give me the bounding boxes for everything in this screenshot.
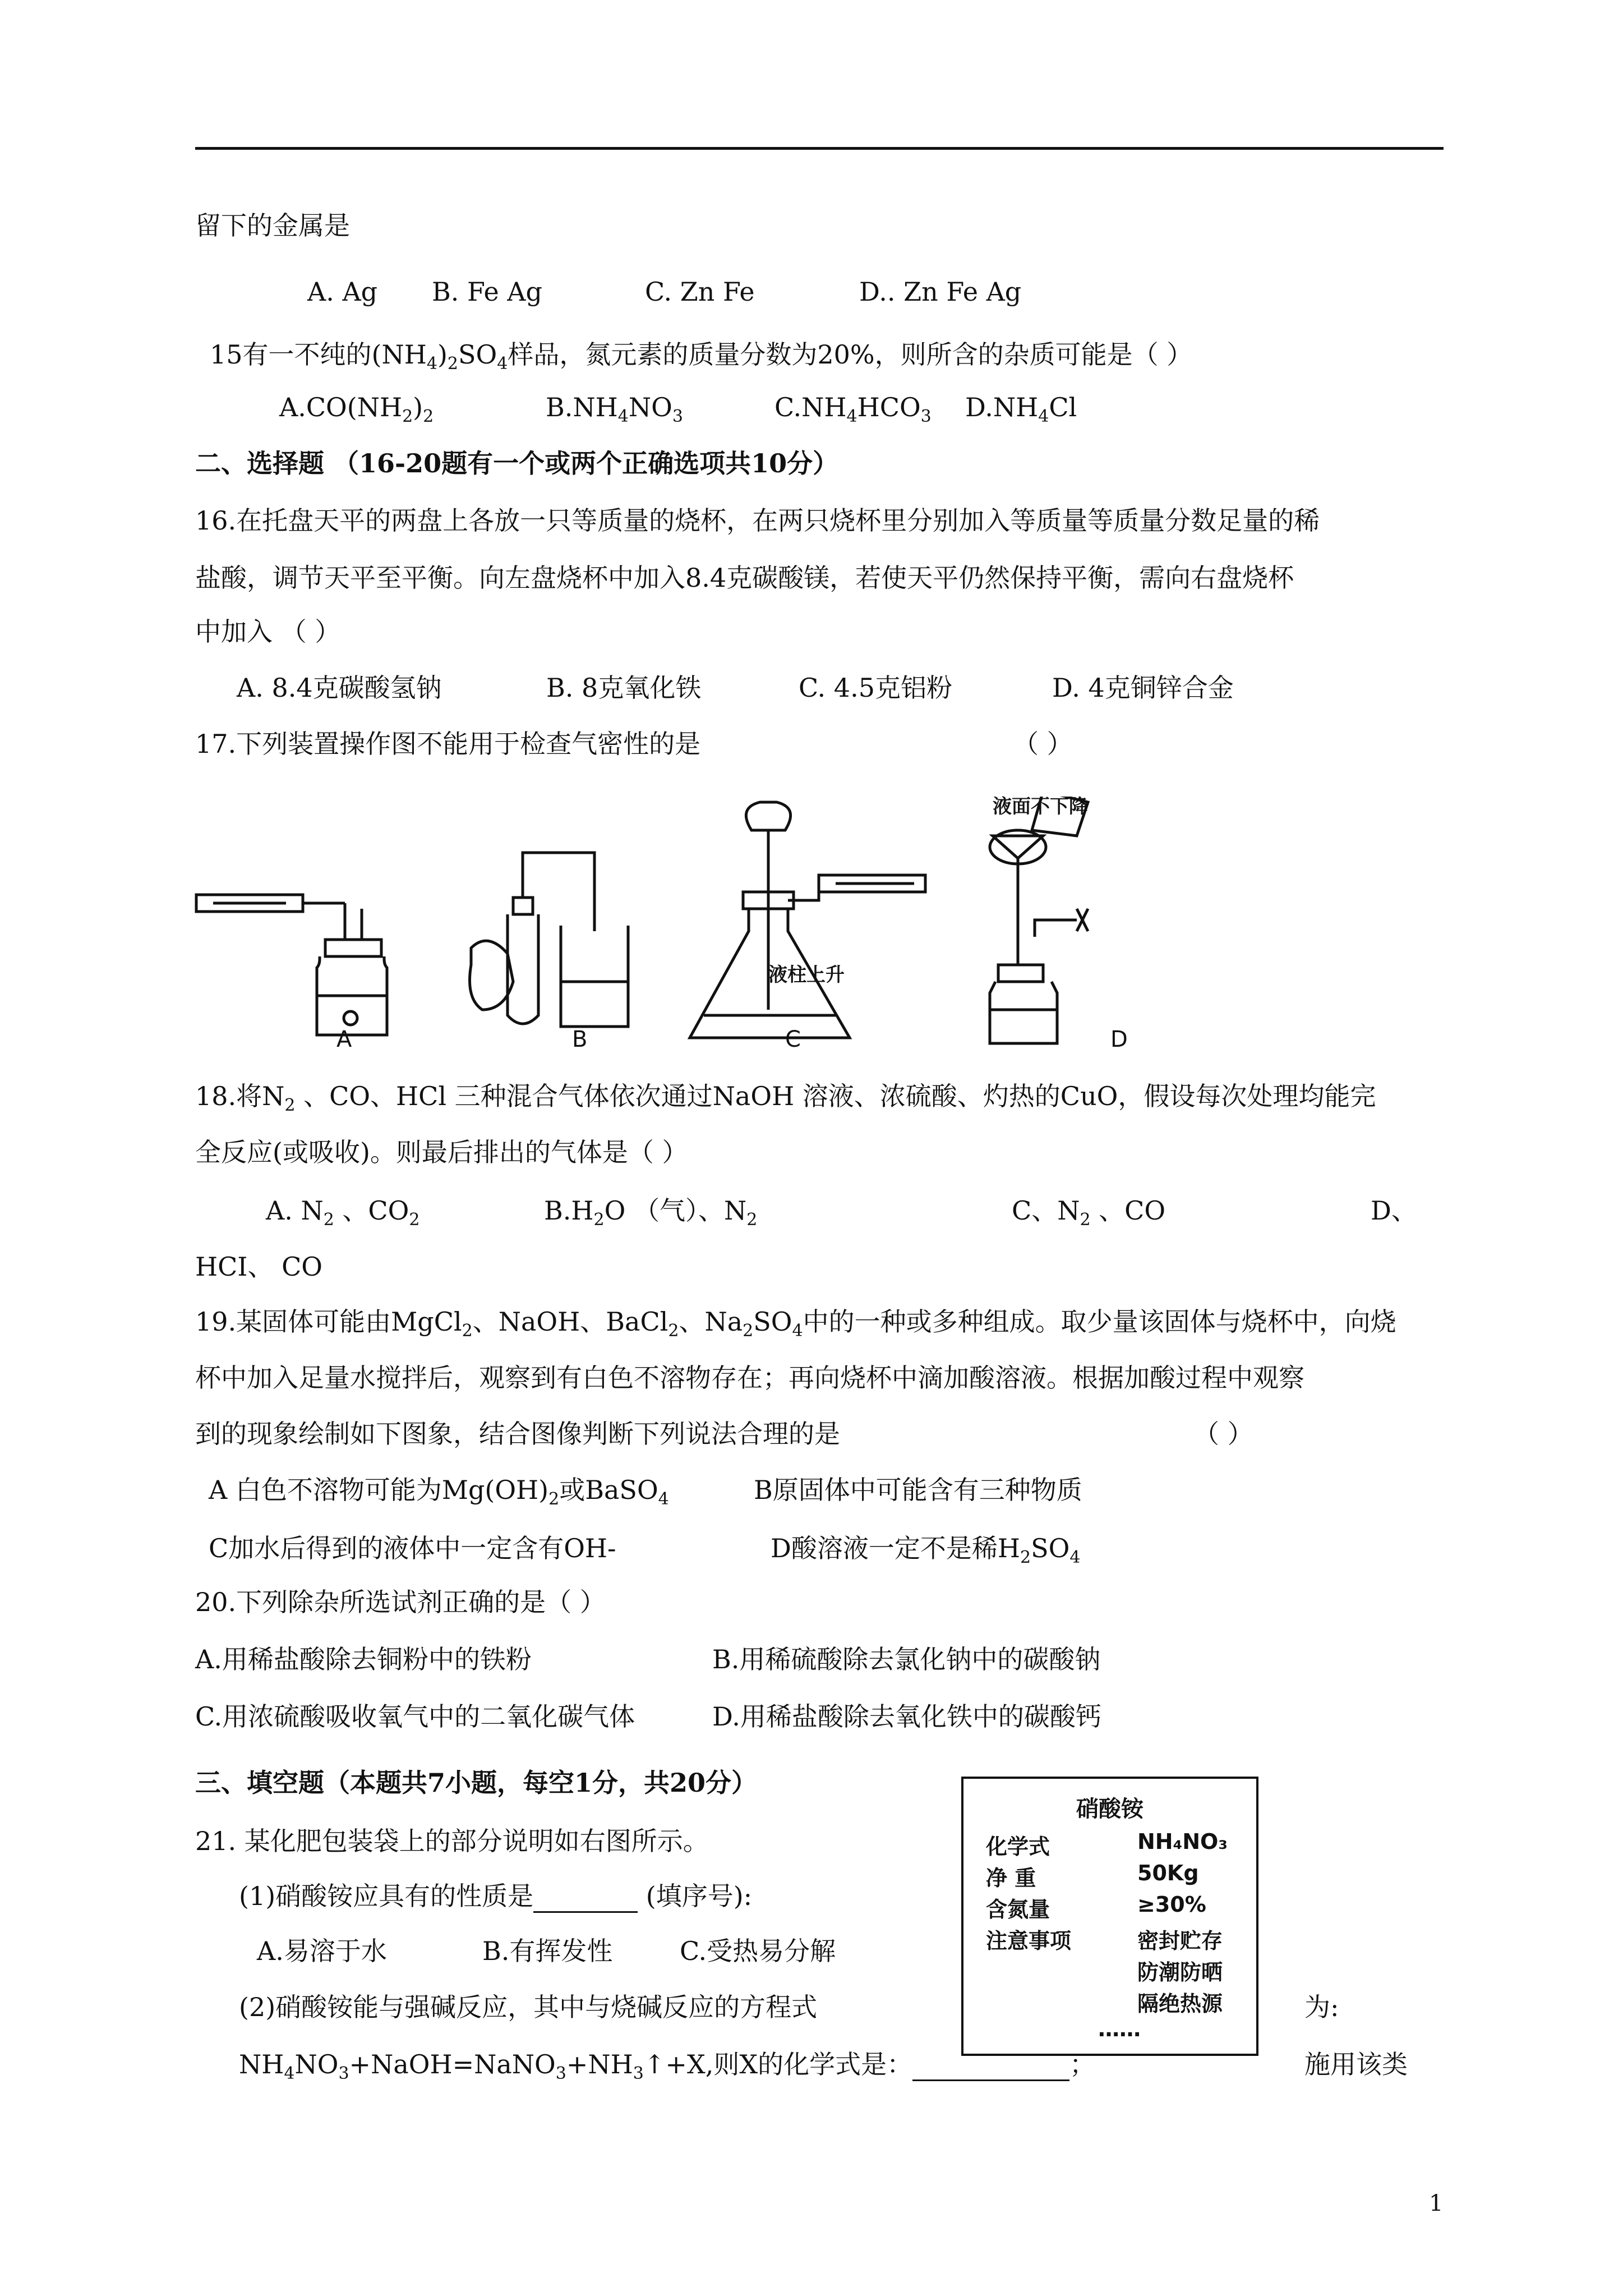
label-row-key: 化学式 xyxy=(986,1834,1050,1859)
q15-sub: 2 xyxy=(402,407,413,426)
q14-option-c: C. Zn Fe xyxy=(645,277,755,307)
q14-option-b: B. Fe Ag xyxy=(432,277,542,307)
q16-line-1: 16.在托盘天平的两盘上各放一只等质量的烧杯，在两只烧杯里分别加入等质量等质量分数足量的稀 xyxy=(195,505,1320,536)
q15-opt-text: HCO xyxy=(857,392,921,422)
apparatus-c xyxy=(690,802,925,1038)
q15-sub: 4 xyxy=(497,354,508,374)
q18-text: 18.将N xyxy=(195,1081,285,1111)
q18-text: O （气）、N xyxy=(604,1195,747,1226)
q18-line-1 xyxy=(195,1079,1376,1113)
label-row-key: 注意事项 xyxy=(986,1929,1072,1953)
q17-answer-paren: （ ） xyxy=(1013,729,1073,759)
q19-option-c: C加水后得到的液体中一定含有OH- xyxy=(209,1533,616,1563)
q18-line-2: 全反应(或吸收)。则最后排出的气体是（ ） xyxy=(195,1137,688,1167)
q21-option-b: B.有挥发性 xyxy=(482,1936,613,1966)
q18-sub: 2 xyxy=(1080,1210,1091,1230)
q18-sub: 2 xyxy=(323,1210,334,1230)
q19-text: 19.某固体可能由MgCl xyxy=(195,1306,462,1337)
label-row-value: 防潮防晒 xyxy=(1137,1960,1223,1985)
q21-option-a: A.易溶于水 xyxy=(257,1936,387,1966)
q15-option-c xyxy=(774,390,965,424)
q16-option-b: B. 8克氧化铁 xyxy=(546,673,702,703)
section-3-heading: 三、填空题（本题共7小题，每空1分，共20分） xyxy=(195,1768,758,1798)
q16-line-3: 中加入 （ ） xyxy=(195,616,341,647)
figure-label-b: B xyxy=(572,1027,588,1052)
q21-text: ； xyxy=(1069,2049,1096,2079)
q18-option-d-prefix: D、 xyxy=(1371,1195,1417,1226)
fertilizer-label-box xyxy=(961,1777,1258,2056)
q19-line-1 xyxy=(195,1305,1396,1341)
q15-options xyxy=(279,390,1077,424)
q15-sub: 2 xyxy=(423,407,434,426)
q19-line-3: 到的现象绘制如下图象，结合图像判断下列说法合理的是 xyxy=(195,1419,840,1449)
q21-text: (填序号): xyxy=(638,1881,753,1911)
q18-sub: 2 xyxy=(593,1210,605,1230)
label-row-value: 50Kg xyxy=(1137,1861,1199,1885)
q16-line-2: 盐酸，调节天平至平衡。向左盘烧杯中加入8.4克碳酸镁，若使天平仍然保持平衡，需向右盘烧杯 xyxy=(195,563,1294,593)
q19-sub: 2 xyxy=(668,1321,679,1341)
figure-label-d: D xyxy=(1110,1027,1128,1052)
q21-text: NO xyxy=(294,2049,339,2079)
q18-text: A. N xyxy=(266,1195,324,1226)
q15-sub: 4 xyxy=(426,354,437,374)
q21-text: +NH xyxy=(566,2049,633,2079)
q15-opt-text: A.CO(NH xyxy=(279,392,403,422)
q15-opt-text: NO xyxy=(628,392,672,422)
q15-stem-a: 15有一不纯的(NH xyxy=(210,339,427,370)
figure-label-c: C xyxy=(785,1027,801,1052)
q15-stem xyxy=(210,338,1193,374)
apparatus-d xyxy=(990,797,1088,1043)
q15-stem-c: SO xyxy=(458,339,497,370)
q19-sub: 2 xyxy=(1020,1548,1031,1567)
q19-sub: 4 xyxy=(792,1321,803,1341)
q15-stem-d: 样品，氮元素的质量分数为20%，则所含的杂质可能是（ ） xyxy=(508,339,1193,370)
q15-sub: 4 xyxy=(617,407,629,426)
q19-option-d xyxy=(771,1531,1080,1565)
figure-label-a: A xyxy=(336,1027,352,1052)
q17-stem: 17.下列装置操作图不能用于检查气密性的是 xyxy=(195,729,701,759)
q15-sub: 3 xyxy=(920,407,932,426)
q19-text: 、NaOH、BaCl xyxy=(472,1306,668,1337)
q21-sub: 3 xyxy=(338,2064,349,2083)
q15-sub: 2 xyxy=(447,354,458,374)
q15-sub: 4 xyxy=(846,407,857,426)
label-row-value: 隔绝热源 xyxy=(1137,1991,1223,2016)
q18-option-d: HCI、 CO xyxy=(195,1251,323,1282)
q21-answer-blank-1[interactable] xyxy=(533,1884,638,1913)
q21-line-5-end: 施用该类 xyxy=(1304,2049,1408,2079)
q20-option-b: B.用稀硫酸除去氯化钠中的碳酸钠 xyxy=(712,1644,1101,1674)
q16-option-a: A. 8.4克碳酸氢钠 xyxy=(237,673,442,703)
q21-sub: 3 xyxy=(633,2064,644,2083)
q19-line-2: 杯中加入足量水搅拌后，观察到有白色不溶物存在；再向烧杯中滴加酸溶液。根据加酸过程中观察 xyxy=(195,1363,1304,1393)
q19-sub: 4 xyxy=(1069,1548,1081,1567)
q19-text: D酸溶液一定不是稀H xyxy=(771,1533,1020,1563)
q20-option-a: A.用稀盐酸除去铜粉中的铁粉 xyxy=(195,1644,532,1674)
q19-option-a xyxy=(209,1473,669,1507)
label-row-key: 净 重 xyxy=(986,1866,1036,1890)
q21-text: NH xyxy=(239,2049,284,2079)
q18-option-c xyxy=(1012,1194,1166,1230)
q18-text: 、CO、HCl 三种混合气体依次通过NaOH 溶液、浓硫酸、灼热的CuO，假设每次处理均能完 xyxy=(295,1081,1376,1111)
section-2-heading: 二、选择题 （16-20题有一个或两个正确选项共10分） xyxy=(195,448,839,478)
q19-option-b: B原固体中可能含有三种物质 xyxy=(754,1475,1082,1505)
q18-option-a xyxy=(266,1194,420,1230)
q18-text: C、N xyxy=(1012,1195,1080,1226)
q16-option-c: C. 4.5克铝粉 xyxy=(799,673,952,703)
label-row-value: …… xyxy=(1098,2017,1141,2041)
q18-sub: 2 xyxy=(409,1210,420,1230)
q21-options xyxy=(257,1934,836,1968)
q19-text: A 白色不溶物可能为Mg(OH) xyxy=(209,1475,549,1505)
q19-text: 或BaSO xyxy=(559,1475,658,1505)
q15-option-a xyxy=(279,390,546,424)
q19-text: 、Na xyxy=(679,1306,743,1337)
q21-text: +NaOH=NaNO xyxy=(349,2049,556,2079)
q19-answer-paren: （ ） xyxy=(1193,1419,1253,1449)
q21-option-c: C.受热易分解 xyxy=(680,1936,836,1966)
q14-option-d: D.. Zn Fe Ag xyxy=(859,277,1022,307)
q19-text: 中的一种或多种组成。取少量该固体与烧杯中，向烧 xyxy=(803,1306,1396,1337)
q20-stem: 20.下列除杂所选试剂正确的是（ ） xyxy=(195,1587,606,1617)
q14-option-a: A. Ag xyxy=(307,277,378,307)
q21-answer-blank-2[interactable] xyxy=(912,2053,1069,2081)
label-row-value: ≥30% xyxy=(1137,1892,1206,1917)
q19-sub: 4 xyxy=(658,1489,669,1509)
apparatus-drawing xyxy=(191,797,1166,1055)
q19-text: SO xyxy=(753,1306,792,1337)
q16-options xyxy=(237,671,1234,705)
q18-sub: 2 xyxy=(746,1210,758,1230)
header-rule xyxy=(195,147,1444,150)
label-row-key: 含氮量 xyxy=(986,1897,1050,1922)
q20-option-d: D.用稀盐酸除去氧化铁中的碳酸钙 xyxy=(712,1701,1101,1732)
q19-sub: 2 xyxy=(462,1321,473,1341)
q18-sub: 2 xyxy=(284,1096,296,1115)
q16-option-d: D. 4克铜锌合金 xyxy=(1052,673,1234,703)
apparatus-a xyxy=(196,895,387,1035)
q15-opt-text: D.NH xyxy=(965,392,1039,422)
label-row-value: 密封贮存 xyxy=(1137,1929,1223,1953)
apparatus-figure xyxy=(191,797,1166,1055)
q19-sub: 2 xyxy=(548,1489,560,1509)
q15-opt-text: C.NH xyxy=(774,392,847,422)
q21-text: ↑+X,则X的化学式是： xyxy=(643,2049,913,2079)
q18-option-b xyxy=(544,1194,758,1230)
apparatus-b xyxy=(470,853,629,1027)
q15-stem-b: ) xyxy=(437,339,448,370)
q15-option-d xyxy=(965,392,1077,426)
q18-text: 、CO xyxy=(1090,1195,1166,1226)
q15-opt-text: B.NH xyxy=(546,392,618,422)
fertilizer-label-title: 硝酸铵 xyxy=(1076,1796,1144,1822)
q18-text: 、CO xyxy=(334,1195,409,1226)
q21-sub: 4 xyxy=(284,2064,295,2083)
q21-sub: 3 xyxy=(555,2064,566,2083)
figure-caption-d: 液面不下降 xyxy=(993,795,1088,818)
q15-sub: 4 xyxy=(1038,407,1049,426)
q14-options xyxy=(307,275,1021,309)
q21-line-4: (2)硝酸铵能与强碱反应，其中与烧碱反应的方程式 xyxy=(239,1992,818,2022)
q20-option-c: C.用浓硫酸吸收氧气中的二氧化碳气体 xyxy=(195,1701,635,1732)
q19-text: SO xyxy=(1031,1533,1070,1563)
q21-line-4-end: 为: xyxy=(1304,1992,1339,2022)
q21-text: (1)硝酸铵应具有的性质是 xyxy=(239,1881,534,1911)
q15-opt-text: Cl xyxy=(1049,392,1077,422)
q19-sub: 2 xyxy=(743,1321,754,1341)
figure-caption-c: 液柱上升 xyxy=(768,964,845,986)
q21-line-2 xyxy=(239,1879,752,1913)
q21-line-1: 21. 某化肥包装袋上的部分说明如右图所示。 xyxy=(195,1826,709,1856)
page-number: 1 xyxy=(1429,2191,1444,2216)
label-row-value: NH₄NO₃ xyxy=(1137,1829,1228,1854)
q15-sub: 3 xyxy=(672,407,683,426)
q18-text: B.H xyxy=(544,1195,594,1226)
q15-opt-text: ) xyxy=(413,392,423,422)
q14-text: 留下的金属是 xyxy=(195,210,350,241)
q15-option-b xyxy=(546,390,774,424)
